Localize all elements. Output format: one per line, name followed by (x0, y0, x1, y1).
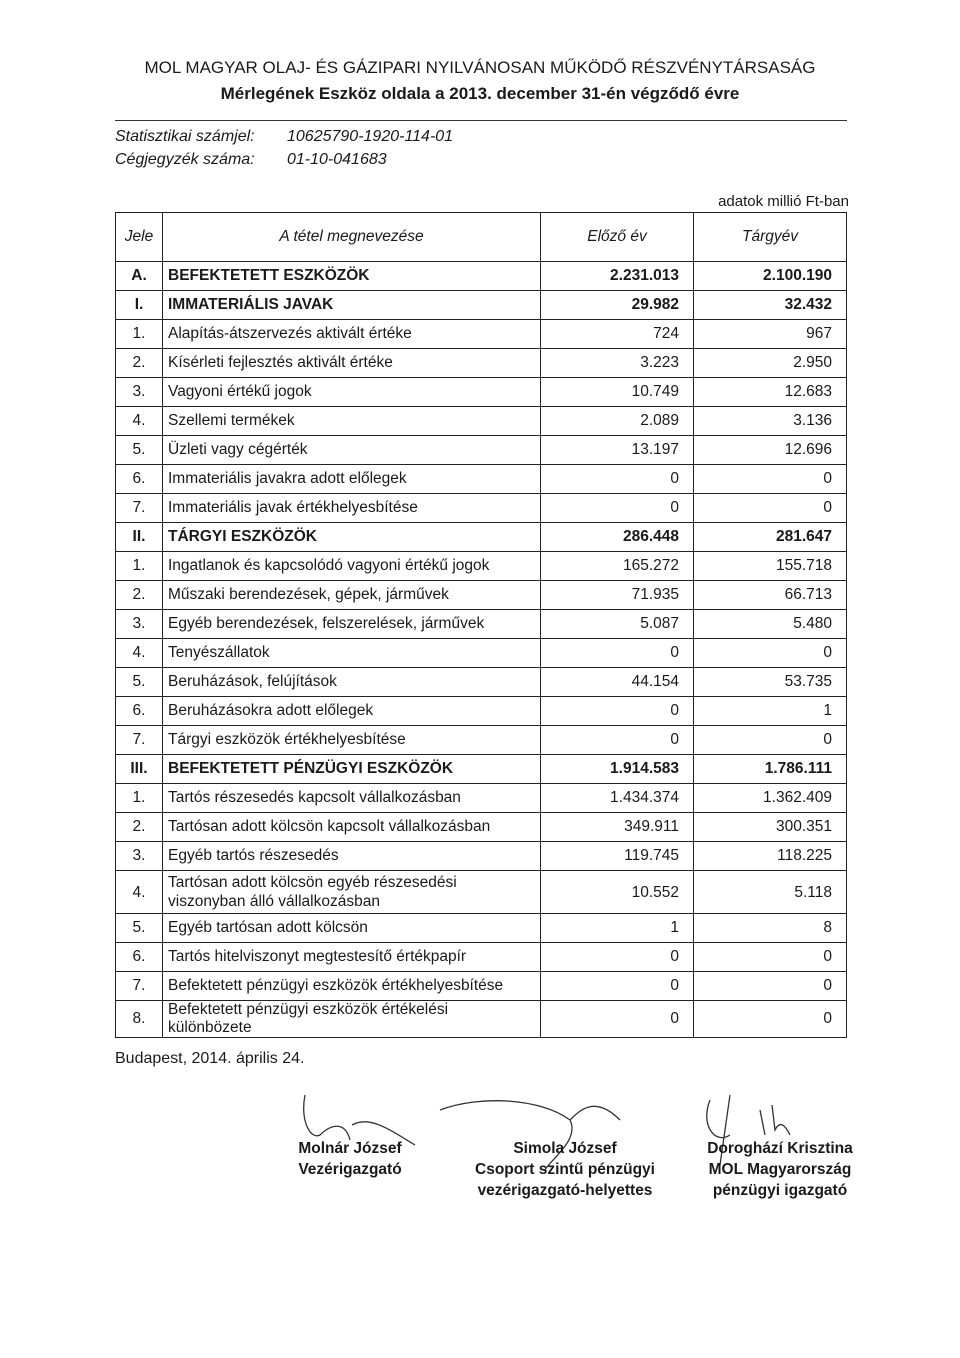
table-row (116, 697, 847, 726)
row-item-name: IMMATERIÁLIS JAVAK (163, 291, 541, 320)
row-current-year-value: 0 (694, 726, 847, 755)
row-prev-year-value: 0 (541, 943, 694, 972)
row-current-year-value: 0 (694, 465, 847, 494)
row-item-name: Tenyészállatok (163, 639, 541, 668)
row-code: 8. (116, 1001, 163, 1038)
col-header-prev-year: Előző év (541, 213, 694, 262)
row-prev-year-value: 724 (541, 320, 694, 349)
row-code: 7. (116, 972, 163, 1001)
row-prev-year-value: 1 (541, 914, 694, 943)
row-prev-year-value: 1.434.374 (541, 784, 694, 813)
row-prev-year-value: 5.087 (541, 610, 694, 639)
table-row (116, 943, 847, 972)
row-code: I. (116, 291, 163, 320)
row-current-year-value: 0 (694, 639, 847, 668)
table-row (116, 726, 847, 755)
row-code: 5. (116, 668, 163, 697)
row-current-year-value: 0 (694, 494, 847, 523)
row-item-name: TÁRGYI ESZKÖZÖK (163, 523, 541, 552)
row-current-year-value: 155.718 (694, 552, 847, 581)
row-prev-year-value: 44.154 (541, 668, 694, 697)
row-current-year-value: 5.118 (694, 871, 847, 914)
row-current-year-value: 1 (694, 697, 847, 726)
table-row (116, 639, 847, 668)
row-code: 4. (116, 407, 163, 436)
row-current-year-value: 5.480 (694, 610, 847, 639)
row-current-year-value: 2.950 (694, 349, 847, 378)
col-header-item: A tétel megnevezése (163, 213, 541, 262)
table-header-row (116, 213, 847, 262)
table-row (116, 320, 847, 349)
row-current-year-value: 32.432 (694, 291, 847, 320)
row-item-name: Egyéb tartósan adott kölcsön (163, 914, 541, 943)
row-prev-year-value: 286.448 (541, 523, 694, 552)
row-item-name: Tartós hitelviszonyt megtestesítő értékpapír (163, 943, 541, 972)
table-row (116, 610, 847, 639)
table-row (116, 291, 847, 320)
table-row (116, 436, 847, 465)
table-row (116, 552, 847, 581)
row-item-name: Tartós részesedés kapcsolt vállalkozásban (163, 784, 541, 813)
row-code: 6. (116, 697, 163, 726)
row-prev-year-value: 3.223 (541, 349, 694, 378)
table-row (116, 842, 847, 871)
signatory-name: Molnár József (298, 1140, 402, 1157)
row-prev-year-value: 71.935 (541, 581, 694, 610)
row-current-year-value: 8 (694, 914, 847, 943)
row-code: 3. (116, 842, 163, 871)
row-current-year-value: 2.100.190 (694, 262, 847, 291)
row-code: 5. (116, 914, 163, 943)
row-item-name: Befektetett pénzügyi eszközök értékhelyesbítése (163, 972, 541, 1001)
row-prev-year-value: 0 (541, 726, 694, 755)
signature-block-finance-director (690, 1138, 870, 1201)
row-item-name: Beruházásokra adott előlegek (163, 697, 541, 726)
signatory-name: Doroghází Krisztina (707, 1140, 853, 1157)
table-row (116, 465, 847, 494)
row-current-year-value: 12.696 (694, 436, 847, 465)
row-code: 1. (116, 784, 163, 813)
signatory-title: MOL Magyarország pénzügyi igazgató (708, 1161, 852, 1199)
signature-block-ceo (270, 1138, 430, 1180)
row-code: A. (116, 262, 163, 291)
row-prev-year-value: 0 (541, 697, 694, 726)
row-code: 4. (116, 871, 163, 914)
table-row (116, 407, 847, 436)
row-prev-year-value: 29.982 (541, 291, 694, 320)
stat-number-label: Statisztikai számjel: (115, 128, 255, 145)
table-row (116, 494, 847, 523)
row-item-name: Alapítás-átszervezés aktivált értéke (163, 320, 541, 349)
row-code: 3. (116, 610, 163, 639)
row-item-name: BEFEKTETETT PÉNZÜGYI ESZKÖZÖK (163, 755, 541, 784)
row-item-name: Egyéb berendezések, felszerelések, járművek (163, 610, 541, 639)
registry-number-value: 01-10-041683 (287, 151, 387, 168)
table-row (116, 784, 847, 813)
row-item-name: Befektetett pénzügyi eszközök értékelési különbözete (163, 1001, 541, 1038)
row-code: III. (116, 755, 163, 784)
table-row (116, 914, 847, 943)
row-item-name: Ingatlanok és kapcsolódó vagyoni értékű jogok (163, 552, 541, 581)
row-current-year-value: 967 (694, 320, 847, 349)
row-code: 4. (116, 639, 163, 668)
table-row (116, 1001, 847, 1038)
registry-number-line (115, 151, 387, 169)
row-code: 6. (116, 465, 163, 494)
row-prev-year-value: 0 (541, 494, 694, 523)
row-item-name: Műszaki berendezések, gépek, járművek (163, 581, 541, 610)
row-code: 2. (116, 813, 163, 842)
row-current-year-value: 0 (694, 972, 847, 1001)
row-code: 7. (116, 726, 163, 755)
row-current-year-value: 3.136 (694, 407, 847, 436)
header-rule (115, 120, 847, 121)
row-code: 2. (116, 581, 163, 610)
row-item-name: Tartósan adott kölcsön kapcsolt vállalkozásban (163, 813, 541, 842)
row-prev-year-value: 0 (541, 465, 694, 494)
row-prev-year-value: 119.745 (541, 842, 694, 871)
row-current-year-value: 1.362.409 (694, 784, 847, 813)
row-item-name: Egyéb tartós részesedés (163, 842, 541, 871)
table-row (116, 262, 847, 291)
row-prev-year-value: 10.749 (541, 378, 694, 407)
table-row (116, 972, 847, 1001)
signatory-title: Csoport szintű pénzügyi vezérigazgató-helyettes (475, 1161, 655, 1199)
row-code: 5. (116, 436, 163, 465)
row-current-year-value: 0 (694, 943, 847, 972)
row-item-name: Tartósan adott kölcsön egyéb részesedési viszonyban álló vállalkozásban (163, 871, 541, 914)
row-code: II. (116, 523, 163, 552)
table-row (116, 581, 847, 610)
row-code: 7. (116, 494, 163, 523)
unit-note: adatok millió Ft-ban (718, 193, 849, 210)
table-row (116, 871, 847, 914)
stat-number-value: 10625790-1920-114-01 (287, 128, 454, 145)
row-item-name: BEFEKTETETT ESZKÖZÖK (163, 262, 541, 291)
row-prev-year-value: 0 (541, 639, 694, 668)
col-header-current-year: Tárgyév (694, 213, 847, 262)
row-code: 1. (116, 320, 163, 349)
table-row (116, 378, 847, 407)
table-row (116, 668, 847, 697)
row-item-name: Üzleti vagy cégérték (163, 436, 541, 465)
table-row (116, 755, 847, 784)
row-prev-year-value: 1.914.583 (541, 755, 694, 784)
row-code: 6. (116, 943, 163, 972)
signatory-title: Vezérigazgató (298, 1161, 402, 1178)
row-current-year-value: 300.351 (694, 813, 847, 842)
registry-number-label: Cégjegyzék száma: (115, 151, 255, 168)
row-prev-year-value: 0 (541, 1001, 694, 1038)
balance-sheet-table (115, 212, 847, 1038)
row-current-year-value: 53.735 (694, 668, 847, 697)
row-prev-year-value: 2.231.013 (541, 262, 694, 291)
table-row (116, 523, 847, 552)
row-current-year-value: 1.786.111 (694, 755, 847, 784)
company-name: MOL MAGYAR OLAJ- ÉS GÁZIPARI NYILVÁNOSAN MŰKÖDŐ RÉSZVÉNYTÁRSASÁG (144, 58, 816, 77)
table-row (116, 813, 847, 842)
row-prev-year-value: 2.089 (541, 407, 694, 436)
document-title: Mérlegének Eszköz oldala a 2013. december 31-én végződő évre (220, 84, 740, 103)
row-current-year-value: 66.713 (694, 581, 847, 610)
place-date: Budapest, 2014. április 24. (115, 1050, 305, 1067)
row-item-name: Immateriális javak értékhelyesbítése (163, 494, 541, 523)
row-item-name: Szellemi termékek (163, 407, 541, 436)
row-code: 1. (116, 552, 163, 581)
row-item-name: Kísérleti fejlesztés aktivált értéke (163, 349, 541, 378)
stat-number-line (115, 128, 453, 146)
col-header-code: Jele (116, 213, 163, 262)
row-code: 3. (116, 378, 163, 407)
row-item-name: Immateriális javakra adott előlegek (163, 465, 541, 494)
row-prev-year-value: 165.272 (541, 552, 694, 581)
row-item-name: Beruházások, felújítások (163, 668, 541, 697)
row-current-year-value: 281.647 (694, 523, 847, 552)
row-current-year-value: 0 (694, 1001, 847, 1038)
row-prev-year-value: 10.552 (541, 871, 694, 914)
row-item-name: Tárgyi eszközök értékhelyesbítése (163, 726, 541, 755)
row-current-year-value: 118.225 (694, 842, 847, 871)
signatory-name: Simola József (513, 1140, 617, 1157)
row-prev-year-value: 349.911 (541, 813, 694, 842)
row-prev-year-value: 0 (541, 972, 694, 1001)
row-prev-year-value: 13.197 (541, 436, 694, 465)
signature-block-deputy-ceo (470, 1138, 660, 1201)
row-current-year-value: 12.683 (694, 378, 847, 407)
table-row (116, 349, 847, 378)
row-item-name: Vagyoni értékű jogok (163, 378, 541, 407)
row-code: 2. (116, 349, 163, 378)
